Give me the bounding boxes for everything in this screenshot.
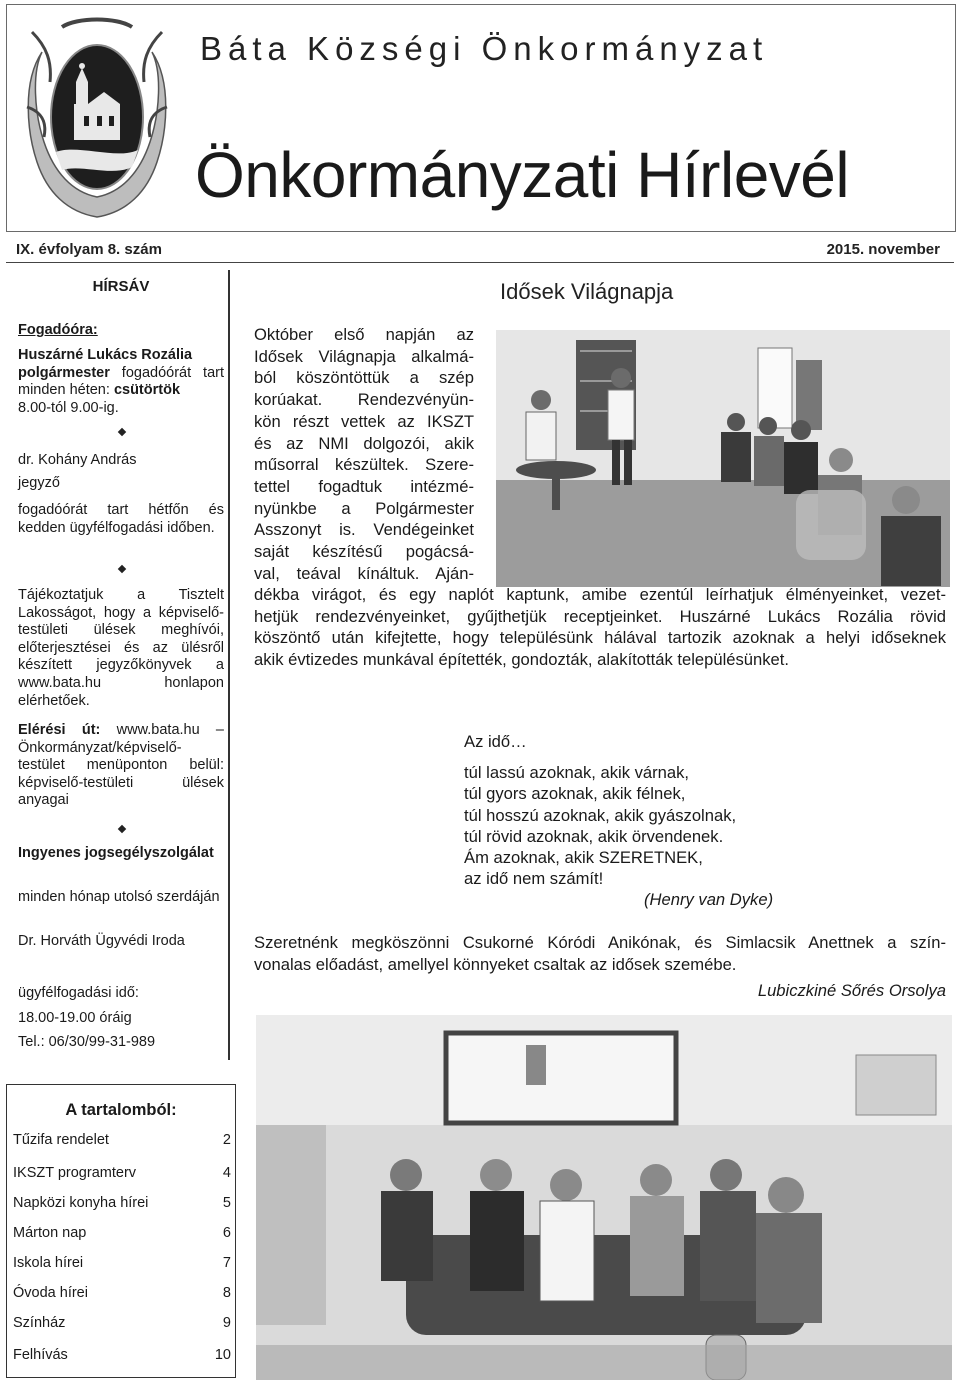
legal-aid-title: Ingyenes jogsegélyszolgálat <box>18 845 214 861</box>
toc-item[interactable] <box>13 1347 231 1367</box>
mayor-name: Huszárné Lukács Rozália <box>18 347 193 363</box>
notary-role: jegyző <box>18 475 60 491</box>
article-line: dékba virágot, és egy naplót kaptunk, amibe ezentúl leírhatjuk élményeinket, vezet- <box>254 585 946 604</box>
toc-item-page: 9 <box>222 1315 231 1331</box>
article-line: Idősek Világnapja alkalmá- <box>254 346 474 366</box>
separator-diamond <box>118 825 126 833</box>
article-line: val, teával kínáltuk. Aján- <box>254 563 474 583</box>
newsletter-title: Önkormányzati Hírlevél <box>195 139 850 211</box>
toc-item[interactable] <box>13 1285 231 1305</box>
mayor-time: 8.00-tól 9.00-ig. <box>18 399 119 416</box>
legal-aid-office: Dr. Horváth Ügyvédi Iroda <box>18 933 185 949</box>
toc-item-title: Iskola hírei <box>13 1255 84 1271</box>
separator-diamond <box>118 428 126 436</box>
poem-line: túl hosszú azoknak, akik gyászolnak, <box>464 805 737 825</box>
notary-name: dr. Kohány András <box>18 452 137 468</box>
mayor-hours-text: fogadóórát tart minden héten: <box>18 364 224 399</box>
article-line: és az NMI dolgozói, akik <box>254 433 474 453</box>
separator-diamond <box>118 565 126 573</box>
toc-item-page: 5 <box>222 1195 231 1211</box>
mayor-office-hours <box>18 347 224 417</box>
access-path <box>18 722 224 810</box>
toc-item[interactable] <box>13 1165 231 1185</box>
toc-item-title: Színház <box>13 1315 66 1331</box>
article-line: köszöntő után kifejtette, hogy településünk hálával tartozik azoknak a helyi időseknek <box>254 628 946 648</box>
article-line: Október első napján az <box>254 325 474 344</box>
poem-author: (Henry van Dyke) <box>644 890 774 910</box>
issue-date: 2015. november <box>826 241 940 258</box>
poem-line: az idő nem számít! <box>464 869 604 889</box>
access-label: Elérési út: <box>18 722 101 738</box>
poem-line: túl lassú azoknak, akik várnak, <box>464 763 690 783</box>
article-line: kön részt vettek az IKSZT <box>254 411 474 431</box>
seniors-day-photo <box>496 330 950 587</box>
client-hours-label: ügyfélfogadási idő: <box>18 985 139 1001</box>
table-of-contents <box>6 1084 236 1378</box>
poem-line: Ám azoknak, akik SZERETNEK, <box>464 848 703 868</box>
article-line: Asszonyt is. Vendégeinket <box>254 520 474 540</box>
article-line: műsorral készültek. Szere- <box>254 455 474 475</box>
thanks-paragraph <box>254 932 946 975</box>
municipal-crest-icon <box>22 12 172 222</box>
mayor-role: polgármester <box>18 364 110 381</box>
office-hours-label: Fogadóóra: <box>18 322 98 338</box>
poem-line: túl rövid azoknak, akik örvendenek. <box>464 826 724 846</box>
toc-title: A tartalomból: <box>65 1101 177 1119</box>
article-line: ból köszöntöttük a szép <box>254 368 474 388</box>
meeting-info-text: Tájékoztatjuk a Tisztelt Lakosságot, hogy a képviselő-testületi ülések meghívói, előterjesztései és az ülésről készített jegyzőkönyvek a www.bata.hu honlapon elérhetőek. <box>18 587 224 709</box>
seniors-group-photo <box>256 1015 952 1380</box>
poem-line: túl gyors azoknak, akik félnek, <box>464 784 686 804</box>
sidebar-heading: HÍRSÁV <box>92 278 150 295</box>
article-line: akik évtizedes munkával építették, gondozták, alakították településünket. <box>254 650 790 670</box>
notary-hours-text: fogadóórát tart hétfőn és kedden ügyfélfogadási időben. <box>18 502 224 536</box>
access-text: www.bata.hu – Önkormányzat/képviselő-testület menüponton belül: képviselő-testületi ülések anyagai <box>18 722 224 809</box>
toc-item-page: 7 <box>222 1255 231 1271</box>
toc-item-page: 10 <box>214 1347 231 1363</box>
article-line: tettel fogadtuk intézmé- <box>254 476 474 496</box>
toc-item-page: 4 <box>222 1165 231 1181</box>
article-line: korúakat. Rendezvényün- <box>254 390 474 410</box>
toc-item[interactable] <box>13 1132 231 1152</box>
poem <box>464 731 773 911</box>
toc-item-page: 2 <box>222 1132 231 1148</box>
article-line: hetjük rendezvényeinket, gyűjthetjük receptjeinket. Huszárné Lukács Rozália rövid <box>254 606 946 626</box>
toc-item-page: 6 <box>222 1225 231 1241</box>
article-line: saját készítésű pogácsá- <box>254 542 474 562</box>
toc-item-title: Napközi konyha hírei <box>13 1195 149 1211</box>
toc-item-title: IKSZT programterv <box>13 1165 137 1181</box>
notary-office-hours <box>18 452 224 470</box>
article-title: Idősek Világnapja <box>500 279 674 304</box>
toc-item-title: Óvoda hírei <box>13 1285 88 1301</box>
toc-item-page: 8 <box>222 1285 231 1301</box>
toc-item[interactable] <box>13 1255 231 1275</box>
poem-title: Az idő… <box>464 732 527 751</box>
toc-item[interactable] <box>13 1315 231 1335</box>
legal-aid-schedule: minden hónap utolsó szerdáján <box>18 889 220 905</box>
article-intro <box>254 324 474 584</box>
header-divider <box>6 262 954 263</box>
news-sidebar <box>14 270 230 1060</box>
article-line: Szeretnénk megköszönni Csukorné Kóródi Anikónak, és Simlacsik Anettnek a szín- <box>254 933 946 952</box>
article-line: vonalas előadást, amellyel könnyeket csaltak az idősek szemébe. <box>254 954 737 974</box>
toc-item[interactable] <box>13 1225 231 1245</box>
article-line: nyünkbe a Polgármester <box>254 498 474 518</box>
organization-title: Báta Községi Önkormányzat <box>200 30 769 67</box>
issue-number: IX. évfolyam 8. szám <box>16 241 162 258</box>
mayor-day: csütörtök <box>113 382 181 399</box>
toc-item-title: Felhívás <box>13 1347 68 1363</box>
toc-item-title: Tűzifa rendelet <box>13 1132 109 1148</box>
author-signature: Lubiczkiné Sőrés Orsolya <box>757 981 946 1000</box>
toc-item[interactable] <box>13 1195 231 1215</box>
article-body <box>254 584 946 671</box>
legal-aid-phone: Tel.: 06/30/99-31-989 <box>18 1034 156 1050</box>
toc-item-title: Márton nap <box>13 1225 87 1241</box>
client-hours: 18.00-19.00 óráig <box>18 1010 132 1026</box>
